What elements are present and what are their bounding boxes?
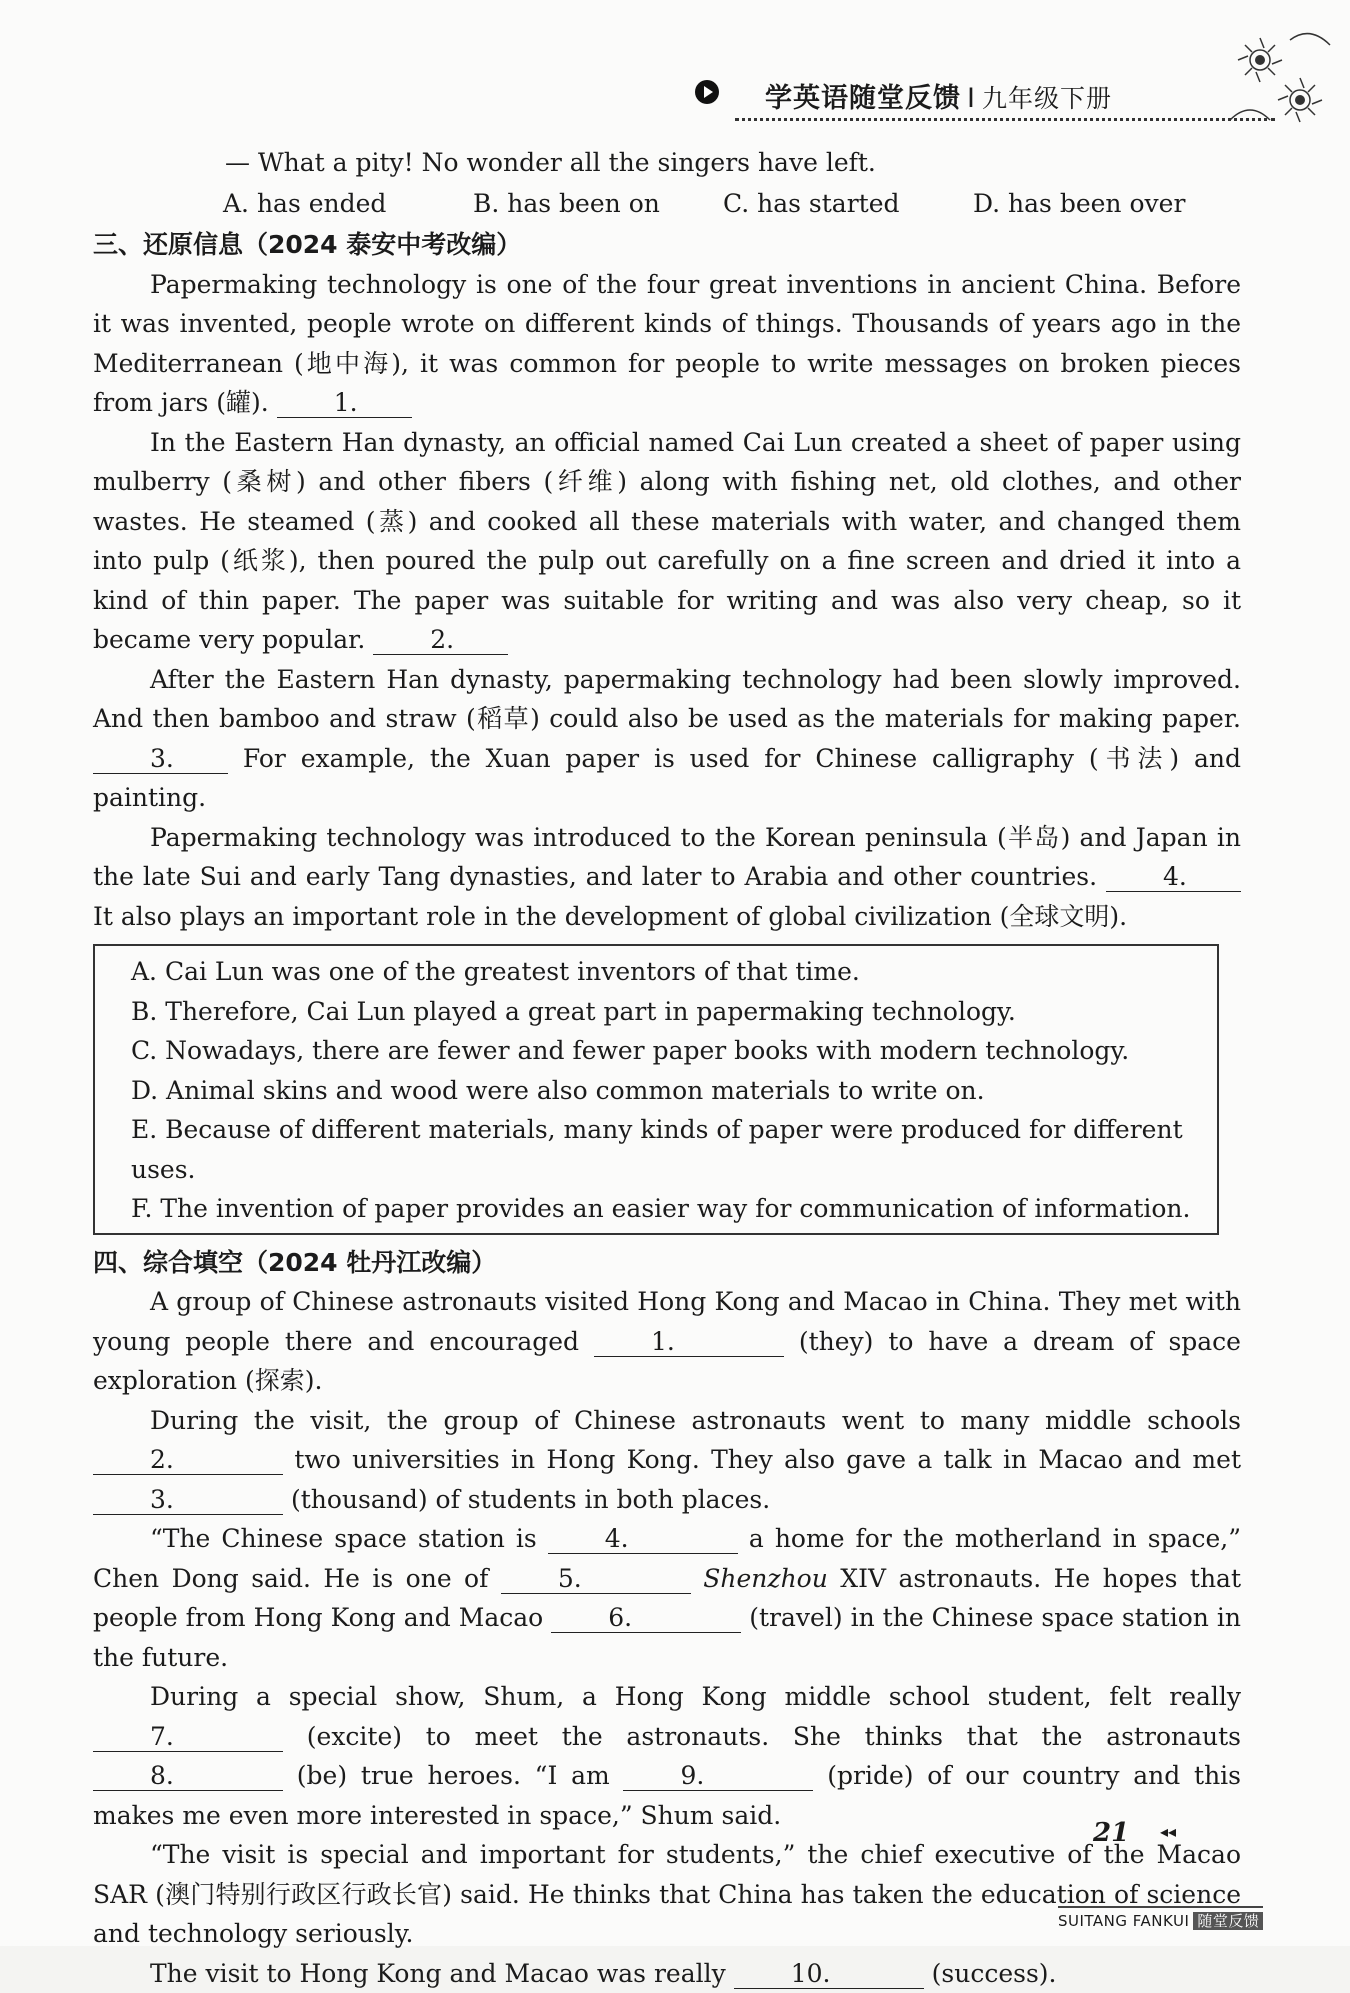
blank-2[interactable]: 2. [373,626,508,655]
s4-p1-text-b: (they) to have a dream of space exploration (探索). [93,1327,1241,1396]
option-b[interactable]: B. has been on [473,184,723,224]
paragraph-1 [93,265,1241,423]
paragraph-2-text: In the Eastern Han dynasty, an official named Cai Lun created a sheet of paper using mulberry (桑树) and other fibers (纤维) along with fishing net, old clothes, and other wastes. He steamed (蒸) and cooked all these materials with water, and changed them into pulp (纸浆), then poured the pulp out carefully on a fine screen and dried it into a kind of thin paper. The paper was suitable for writing and was also very cheap, so it became very popular. [93,428,1241,655]
paragraph-4-text: Papermaking technology was introduced to the Korean peninsula (半岛) and Japan in the late Sui and early Tang dynasties, and later to Arabia and other countries. [93,823,1241,892]
s4-p3-text-c: XIV astronauts. He hopes that people from Hong Kong and Macao [93,1564,1241,1633]
question-options [93,184,1241,224]
dialogue-line: — What a pity! No wonder all the singers have left. [225,143,1241,183]
option-c[interactable]: C. has started [723,184,973,224]
s4-p2-text-b: two universities in Hong Kong. They also gave a talk in Macao and met [294,1445,1241,1474]
paragraph-4-text-b: It also plays an important role in the development of global civilization (全球文明). [93,902,1127,931]
s4-p3-text: “The Chinese space station is [150,1524,537,1553]
s4-paragraph-5: “The visit is special and important for students,” the chief executive of the Macao SAR (澳门特别行政区行政长官) said. He thinks that China has taken the education of science and technology seriously. [93,1835,1241,1954]
s4-p2-text-c: (thousand) of students in both places. [291,1485,770,1514]
s4-p4-text-c: (be) true heroes. “I am [297,1761,610,1790]
s4-paragraph-6 [93,1954,1241,1993]
s4-blank-6[interactable]: 6. [551,1604,741,1633]
book-title: 学英语随堂反馈 [765,83,961,114]
s4-p4-text-b: (excite) to meet the astronauts. She thinks that the astronauts [307,1722,1241,1751]
play-icon [695,80,719,104]
s4-p6-text: The visit to Hong Kong and Macao was really [150,1959,726,1988]
blank-4[interactable]: 4. [1106,863,1241,892]
page-arrows-icon: ◂◂ [1160,1822,1176,1841]
option-d[interactable]: D. has been over [973,184,1223,224]
s4-p1-text: A group of Chinese astronauts visited Hong Kong and Macao in China. They met with young people there and encouraged [93,1287,1241,1356]
shenzhou-italic: Shenzhou [703,1564,828,1593]
page-number: 21 [1093,1818,1129,1848]
box-option-f[interactable]: F. The invention of paper provides an easier way for communication of information. [131,1189,1199,1229]
box-option-b[interactable]: B. Therefore, Cai Lun played a great part in papermaking technology. [131,992,1199,1032]
s4-p6-text-b: (success). [932,1959,1057,1988]
s4-p3-text-b: a home for the motherland in space,” Chen Dong said. He is one of [93,1524,1241,1593]
paragraph-3 [93,660,1241,818]
s4-p2-text: During the visit, the group of Chinese astronauts went to many middle schools [150,1406,1241,1435]
header-title [765,76,1112,115]
section-restore-info [93,225,1241,1993]
section-4-title: 四、综合填空（2024 牡丹江改编） [93,1243,1241,1283]
header-dotted-rule [735,118,1275,121]
s4-paragraph-3 [93,1519,1241,1677]
s4-paragraph-4 [93,1677,1241,1835]
grade-label: 九年级下册 [982,84,1112,113]
paragraph-3-text: After the Eastern Han dynasty, papermaking technology had been slowly improved. And then bamboo and straw (稻草) could also be used as the materials for making paper. [93,665,1241,734]
header-separator: I [967,83,976,114]
footer-brand [1058,1906,1263,1931]
s4-blank-7[interactable]: 7. [93,1723,283,1752]
section-3-title: 三、还原信息（2024 泰安中考改编） [93,225,1241,265]
s4-p4-text-d: (pride) of our country and this makes me even more interested in space,” Shum said. [93,1761,1241,1830]
s4-paragraph-1 [93,1282,1241,1401]
option-a[interactable]: A. has ended [223,184,473,224]
s4-p4-text: During a special show, Shum, a Hong Kong middle school student, felt really [150,1682,1241,1711]
options-box [93,944,1219,1235]
s4-blank-8[interactable]: 8. [93,1762,283,1791]
s4-p3-text-d: (travel) in the Chinese space station in the future. [93,1603,1241,1672]
paragraph-3-text-b: For example, the Xuan paper is used for Chinese calligraphy (书法) and painting. [93,744,1241,813]
paragraph-1-text: Papermaking technology is one of the four great inventions in ancient China. Before it was invented, people wrote on different kinds of things. Thousands of years ago in the Mediterranean (地中海), it was common for people to write messages on broken pieces from jars (罐). [93,270,1241,418]
s4-blank-5[interactable]: 5. [501,1565,691,1594]
paragraph-2 [93,423,1241,660]
s4-blank-1[interactable]: 1. [594,1328,784,1357]
s4-blank-3[interactable]: 3. [93,1486,283,1515]
box-option-d[interactable]: D. Animal skins and wood were also common materials to write on. [131,1071,1199,1111]
question-tail [225,143,1241,183]
brand-chinese: 随堂反馈 [1193,1912,1263,1930]
blank-3[interactable]: 3. [93,745,228,774]
box-option-a[interactable]: A. Cai Lun was one of the greatest inventors of that time. [131,952,1199,992]
s4-paragraph-2 [93,1401,1241,1520]
box-option-c[interactable]: C. Nowadays, there are fewer and fewer paper books with modern technology. [131,1031,1199,1071]
s4-blank-2[interactable]: 2. [93,1446,283,1475]
s4-blank-4[interactable]: 4. [548,1525,738,1554]
brand-english: SUITANG FANKUI [1058,1912,1189,1930]
blank-1[interactable]: 1. [277,389,412,418]
s4-blank-9[interactable]: 9. [623,1762,813,1791]
s4-blank-10[interactable]: 10. [734,1960,924,1989]
sunflower-decoration-icon [1220,20,1340,140]
box-option-e[interactable]: E. Because of different materials, many kinds of paper were produced for different uses. [131,1110,1199,1189]
paragraph-4 [93,818,1241,937]
page-header [695,78,1235,122]
